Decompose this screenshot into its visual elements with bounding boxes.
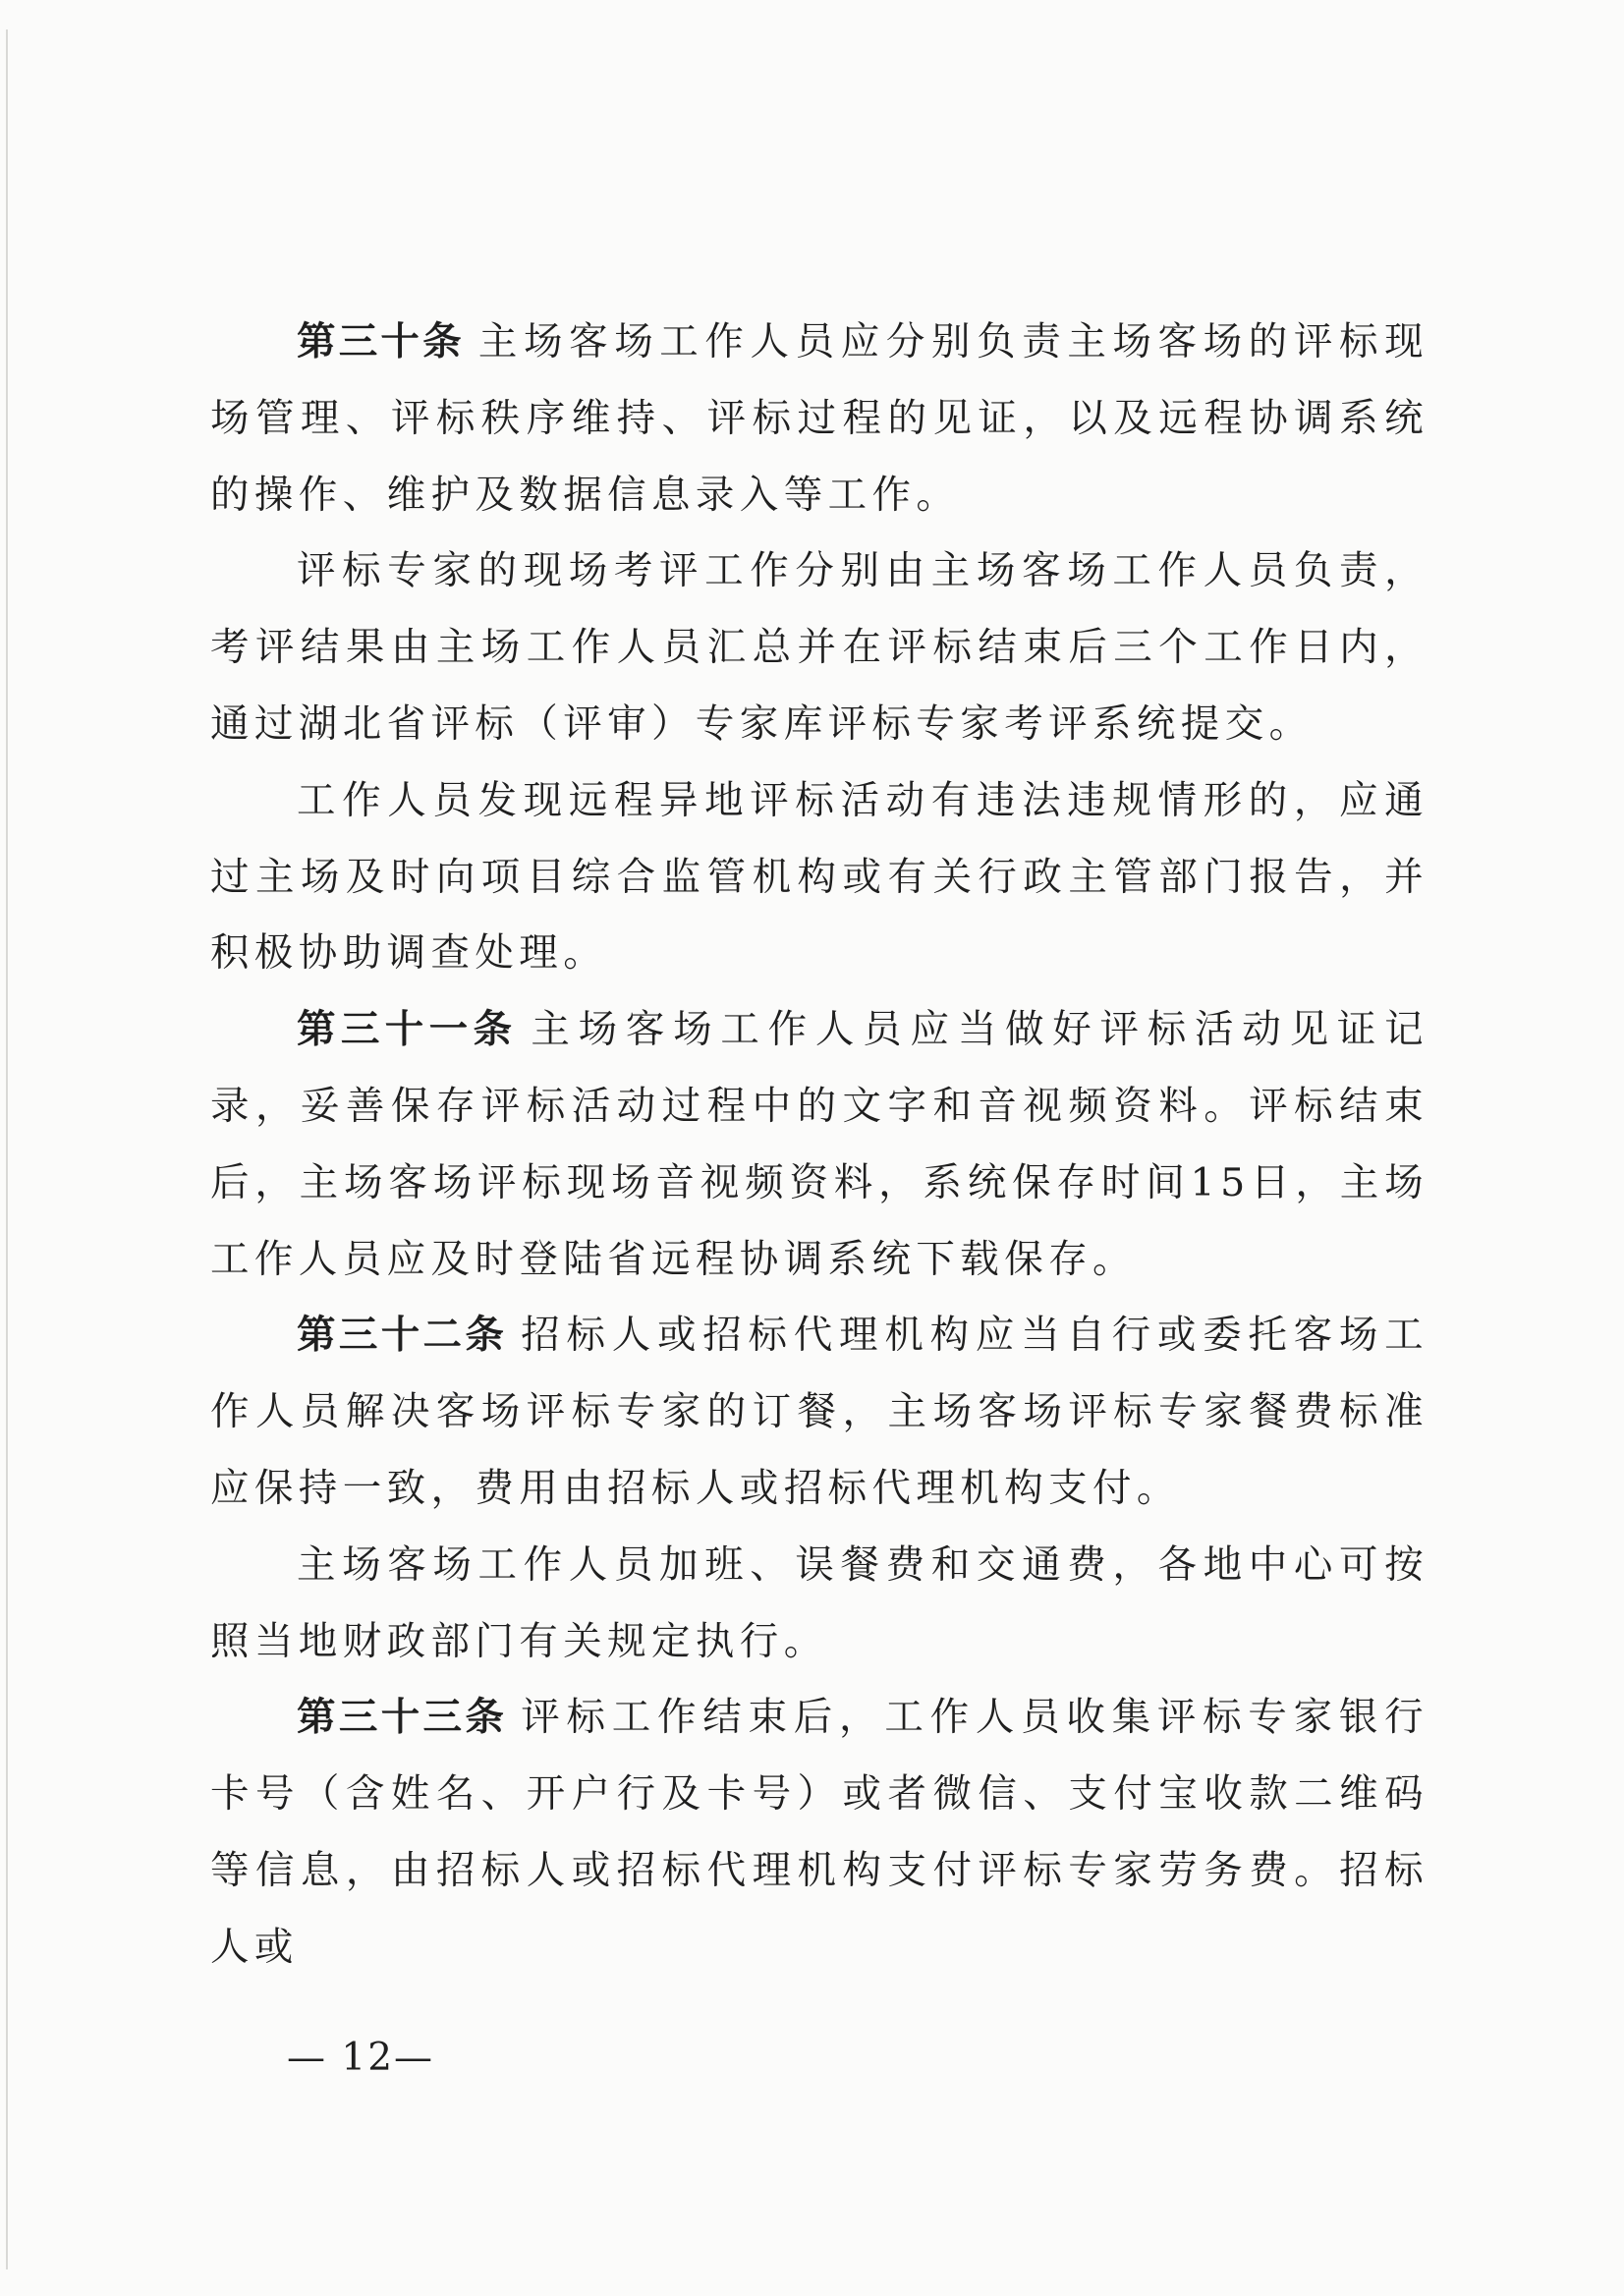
violation-report-text: 工作人员发现远程异地评标活动有违法违规情形的，应通过主场及时向项目综合监管机构或有关行政主管部门报告，并积极协助调查处理。 [210,777,1428,977]
article-33-text: 评标工作结束后，工作人员收集评标专家银行卡号（含姓名、开户行及卡号）或者微信、支付宝收款二维码等信息，由招标人或招标代理机构支付评标专家劳务费。招标人或 [210,1695,1429,1970]
page-edge-line [6,29,8,2269]
article-32-heading: 第三十二条 [297,1313,508,1359]
article-31-paragraph [210,992,1428,1298]
article-32-paragraph [210,1298,1428,1527]
violation-report-paragraph [210,763,1428,992]
staff-expenses-text: 主场客场工作人员加班、误餐费和交通费，各地中心可按照当地财政部门有关规定执行。 [210,1541,1428,1664]
article-30-paragraph [210,305,1428,533]
article-30-text: 主场客场工作人员应分别负责主场客场的评标现场管理、评标秩序维持、评标过程的见证，以及远程协调系统的操作、维护及数据信息录入等工作。 [210,319,1429,518]
article-33-paragraph [210,1680,1428,1986]
article-33-heading: 第三十三条 [297,1695,508,1741]
article-30-heading: 第三十条 [297,319,465,364]
article-31-text: 主场客场工作人员应当做好评标活动见证记录，妥善保存评标活动过程中的文字和音视频资料。评标结束后，主场客场评标现场音视频资料，系统保存时间15日，主场工作人员应及时登陆省远程协调系统下载保存。 [210,1007,1428,1282]
article-32-text: 招标人或招标代理机构应当自行或委托客场工作人员解决客场评标专家的订餐，主场客场评标专家餐费标准应保持一致，费用由招标人或招标代理机构支付。 [210,1313,1429,1511]
staff-expenses-paragraph [210,1528,1428,1681]
document-body [210,305,1428,1987]
page-number: — 12— [287,2036,435,2080]
expert-evaluation-text: 评标专家的现场考评工作分别由主场客场工作人员负责，考评结果由主场工作人员汇总并在评标结束后三个工作日内，通过湖北省评标（评审）专家库评标专家考评系统提交。 [210,548,1428,747]
article-31-heading: 第三十一条 [297,1007,518,1053]
expert-evaluation-paragraph [210,533,1428,762]
